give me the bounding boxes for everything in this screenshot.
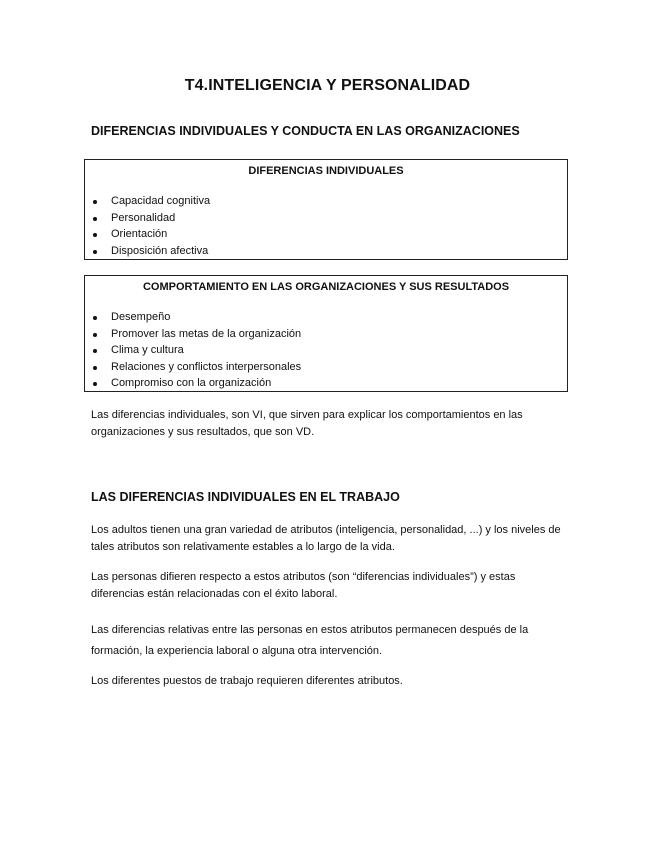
box-header-diferencias-individuales: DIFERENCIAS INDIVIDUALES [248,165,404,177]
paragraph-diferencias-exito: Las personas difieren respecto a estos atributos (son “diferencias individuales”) y estas diferencias están relacionadas con el éxito laboral. [91,571,516,600]
list-item: Orientación [85,226,210,243]
box-comportamiento-organizaciones [84,275,568,392]
box-header-comportamiento: COMPORTAMIENTO EN LAS ORGANIZACIONES Y SUS RESULTADOS [142,281,510,293]
list-item: Compromiso con la organización [85,375,301,392]
section-heading-diferencias-trabajo: LAS DIFERENCIAS INDIVIDUALES EN EL TRABAJO [91,490,400,504]
page-title: T4.INTELIGENCIA Y PERSONALIDAD [184,77,471,94]
list-item: Disposición afectiva [85,243,210,260]
list-item: Promover las metas de la organización [85,326,301,343]
paragraph-atributos-adultos: Los adultos tienen una gran variedad de atributos (inteligencia, personalidad, ...) y los niveles de tales atributos son relativamente estables a lo largo de la vida. [91,524,561,553]
list-item: Desempeño [85,309,301,326]
list-item: Clima y cultura [85,342,301,359]
list-item: Personalidad [85,210,210,227]
section-heading-diferencias-conducta: DIFERENCIAS INDIVIDUALES Y CONDUCTA EN LAS ORGANIZACIONES [91,124,520,138]
paragraph-diferencias-relativas: Las diferencias relativas entre las personas en estos atributos permanecen después de la formación, la experiencia laboral o alguna otra intervención. [91,624,529,657]
list-comportamiento [85,309,301,392]
box-diferencias-individuales [84,159,568,260]
list-diferencias-individuales [85,193,210,259]
list-item: Relaciones y conflictos interpersonales [85,359,301,376]
list-item: Capacidad cognitiva [85,193,210,210]
paragraph-puestos-trabajo: Los diferentes puestos de trabajo requieren diferentes atributos. [91,675,403,687]
paragraph-vi-vd: Las diferencias individuales, son VI, que sirven para explicar los comportamientos en las organizaciones y sus resultados, que son VD. [91,409,523,438]
